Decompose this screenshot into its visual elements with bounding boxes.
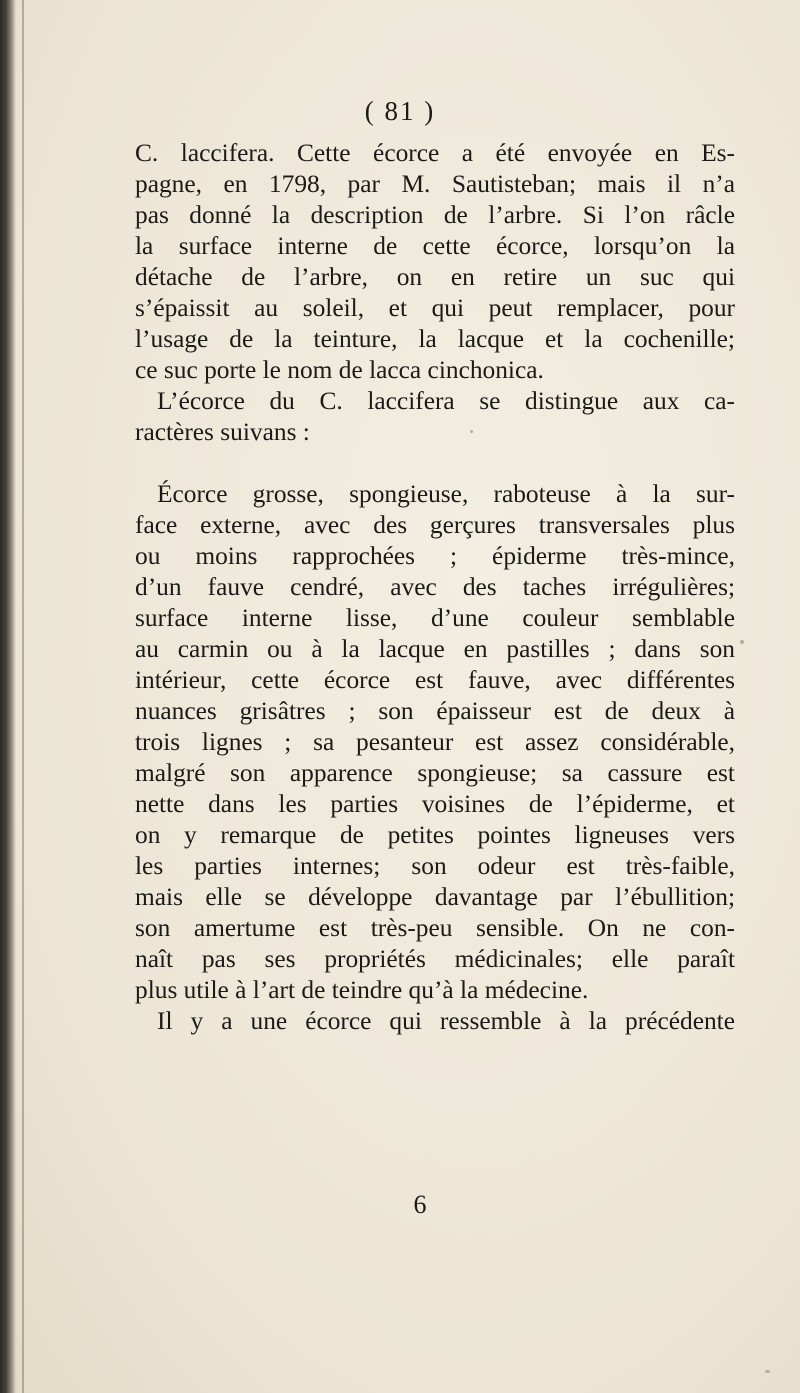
page-body-text — [135, 138, 735, 1037]
text-line: intérieur, cette écorce est fauve, avec différentes — [135, 666, 735, 694]
text-line: d’un fauve cendré, avec des taches irrégulières; — [135, 573, 735, 601]
text-line: nette dans les parties voisines de l’épiderme, et — [135, 790, 735, 818]
binding-gutter-line — [22, 0, 24, 1393]
text-line: ce suc porte le nom de lacca cinchonica. — [135, 356, 544, 384]
text-line: plus utile à l’art de teindre qu’à la médecine. — [135, 976, 589, 1004]
text-line: surface interne lisse, d’une couleur semblable — [135, 604, 735, 632]
text-line: détache de l’arbre, on en retire un suc qui — [135, 263, 735, 291]
text-line: malgré son apparence spongieuse; sa cassure est — [135, 759, 735, 787]
text-line: au carmin ou à la lacque en pastilles ; dans son — [135, 635, 735, 663]
text-line: naît pas ses propriétés médicinales; elle paraît — [135, 945, 735, 973]
text-line: Écorce grosse, spongieuse, raboteuse à la sur- — [157, 480, 735, 508]
signature-mark: 6 — [413, 1190, 427, 1219]
text-line: les parties internes; son odeur est très-faible, — [135, 852, 735, 880]
paper-speck — [470, 430, 473, 433]
text-line: Il y a une écorce qui ressemble à la précédente — [157, 1007, 735, 1035]
text-line: L’écorce du C. laccifera se distingue aux ca- — [157, 387, 735, 415]
text-line: trois lignes ; sa pesanteur est assez considérable, — [135, 728, 735, 756]
text-line: C. laccifera. Cette écorce a été envoyée en Es- — [135, 139, 735, 167]
text-line: on y remarque de petites pointes ligneuses vers — [135, 821, 735, 849]
text-line: mais elle se développe davantage par l’ébullition; — [135, 883, 735, 911]
text-line: nuances grisâtres ; son épaisseur est de deux à — [135, 697, 735, 725]
text-line: son amertume est très-peu sensible. On ne con- — [135, 914, 735, 942]
text-line: pas donné la description de l’arbre. Si l’on râcle — [135, 201, 735, 229]
paper-speck — [740, 640, 744, 644]
page-number: ( 81 ) — [364, 96, 436, 126]
text-line: s’épaissit au soleil, et qui peut remplacer, pour — [135, 294, 735, 322]
book-binding-shadow — [0, 0, 16, 1393]
text-line: ou moins rapprochées ; épiderme très-mince, — [135, 542, 735, 570]
text-line: la surface interne de cette écorce, lorsqu’on la — [135, 232, 735, 260]
text-line: face externe, avec des gerçures transversales plus — [135, 511, 735, 539]
text-line: pagne, en 1798, par M. Sautisteban; mais il n’a — [135, 170, 735, 198]
text-line: ractères suivans : — [135, 418, 310, 446]
paper-speck — [765, 1370, 770, 1373]
text-line: l’usage de la teinture, la lacque et la cochenille; — [135, 325, 735, 353]
